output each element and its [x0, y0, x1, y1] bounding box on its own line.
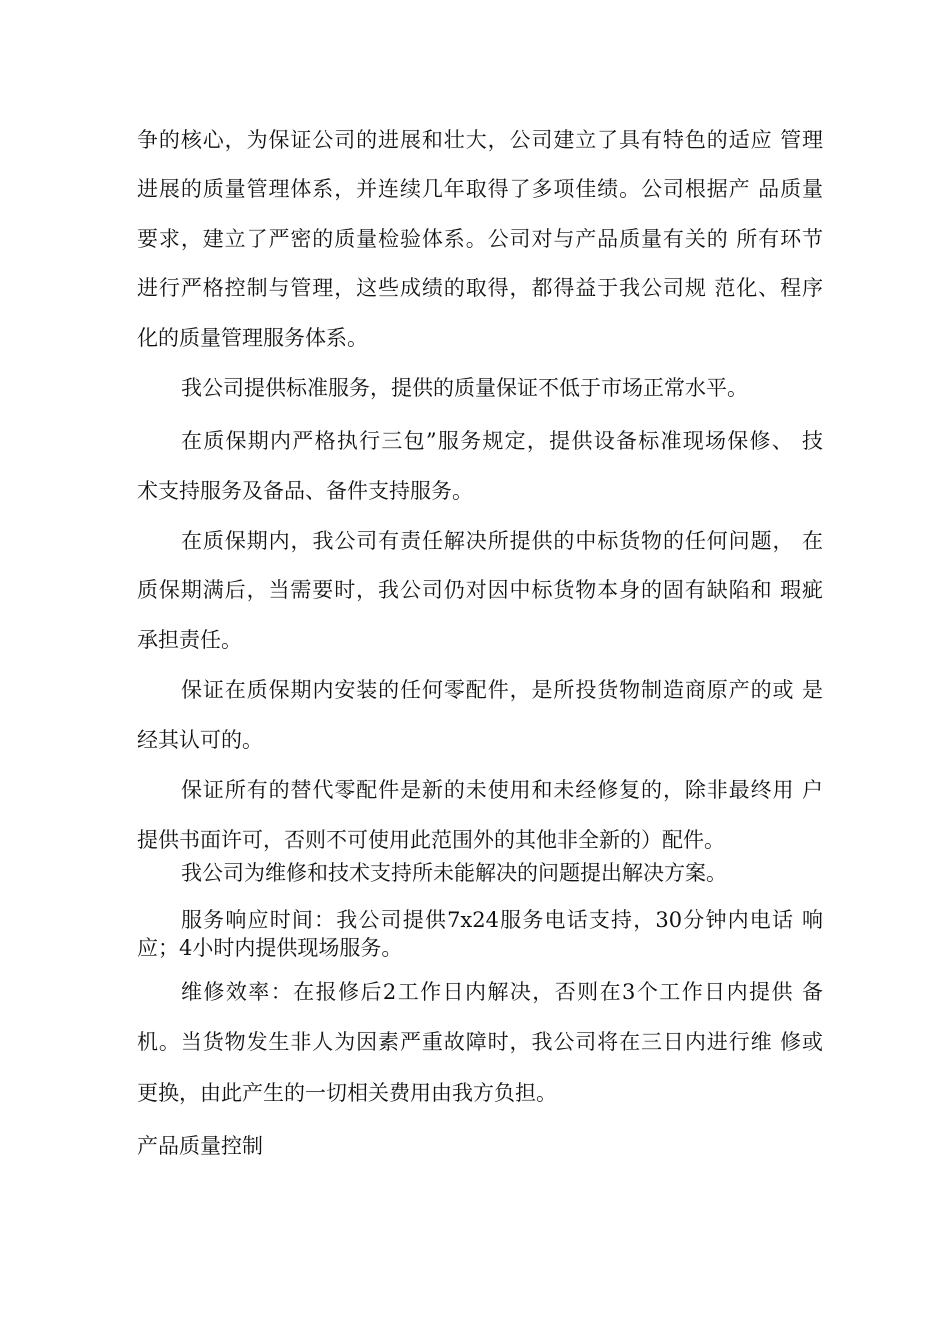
paragraph-line: 在质保期内严格执行三包”服务规定，提供设备标准现场保修、 技	[181, 429, 823, 453]
paragraph-line: 我公司提供标准服务，提供的质量保证不低于市场正常水平。	[181, 376, 748, 400]
paragraph-line: 维修效率：在报修后2工作日内解决，否则在3个工作日内提供 备	[181, 980, 823, 1004]
paragraph-line: 保证在质保期内安装的任何零配件，是所投货物制造商原产的或 是	[181, 678, 823, 702]
paragraph-line: 质保期满后，当需要时，我公司仍对因中标货物本身的固有缺陷和 瑕疵	[137, 578, 823, 602]
paragraph-line: 进展的质量管理体系，并连续几年取得了多项佳绩。公司根据产 品质量	[137, 177, 823, 201]
paragraph-line: 进行严格控制与管理，这些成绩的取得，都得益于我公司规 范化、程序	[137, 276, 823, 300]
paragraph-line: 服务响应时间：我公司提供7x24服务电话支持，30分钟内电话 响	[181, 908, 823, 932]
paragraph-line: 在质保期内，我公司有责任解决所提供的中标货物的任何问题， 在	[181, 529, 823, 553]
paragraph-line: 化的质量管理服务体系。	[137, 326, 368, 350]
paragraph-line: 保证所有的替代零配件是新的未使用和未经修复的，除非最终用 户	[181, 778, 823, 802]
paragraph-line: 经其认可的。	[137, 728, 263, 752]
paragraph-line: 提供书面许可，否则不可使用此范围外的其他非全新的）配件。	[137, 828, 725, 852]
paragraph-line: 更换，由此产生的一切相关费用由我方负担。	[137, 1081, 557, 1105]
paragraph-line: 承担责任。	[137, 628, 242, 652]
paragraph-line: 应；4小时内提供现场服务。	[137, 936, 403, 960]
paragraph-line: 要求，建立了严密的质量检验体系。公司对与产品质量有关的 所有环节	[137, 227, 823, 251]
paragraph-line: 术支持服务及备品、备件支持服务。	[137, 479, 473, 503]
paragraph-line: 我公司为维修和技术支持所未能解决的问题提出解决方案。	[181, 861, 727, 885]
paragraph-line: 争的核心，为保证公司的进展和壮大，公司建立了具有特色的适应 管理	[137, 128, 823, 152]
paragraph-line: 机。当货物发生非人为因素严重故障时，我公司将在三日内进行维 修或	[137, 1030, 823, 1054]
section-heading: 产品质量控制	[137, 1134, 263, 1158]
